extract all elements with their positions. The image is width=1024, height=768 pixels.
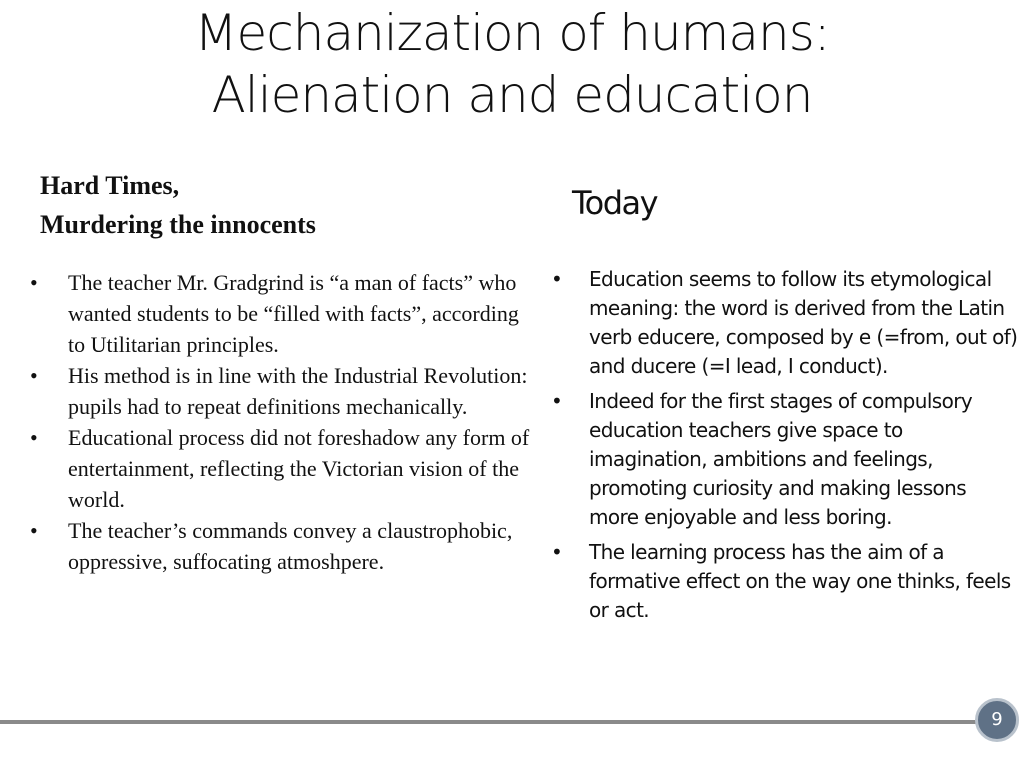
- list-item: [30, 360, 530, 422]
- list-item-text: Educational process did not foreshadow any form of entertainment, reflecting the Victorian vision of the world.: [68, 425, 530, 512]
- list-item: [551, 265, 1021, 381]
- footer-divider: [0, 720, 982, 724]
- list-item-text: His method is in line with the Industrial Revolution: pupils had to repeat definitions mechanically.: [68, 363, 528, 419]
- bullet-icon: •: [30, 270, 38, 295]
- left-bullet-list: [30, 267, 530, 577]
- bullet-icon: •: [30, 425, 38, 450]
- list-item-text: Education seems to follow its etymological meaning: the word is derived from the Latin verb educere, composed by e (=from, out of) and ducere (=I lead, I conduct).: [589, 267, 1018, 378]
- right-bullet-list: [551, 265, 1021, 631]
- slide-title-line-1: Mechanization of humans:: [194, 4, 830, 62]
- list-item: [30, 515, 530, 577]
- bullet-icon: •: [30, 518, 38, 543]
- slide-title-line-2: Alienation and education: [211, 66, 813, 124]
- left-heading-line-1: Hard Times,: [40, 171, 180, 200]
- list-item: [30, 267, 530, 360]
- list-item-text: The teacher’s commands convey a claustrophobic, oppressive, suffocating atmoshpere.: [68, 518, 513, 574]
- list-item-text: The teacher Mr. Gradgrind is “a man of facts” who wanted students to be “filled with facts”, according to Utilitarian principles.: [68, 270, 519, 357]
- left-column-heading: [40, 166, 316, 244]
- list-item-text: Indeed for the first stages of compulsory education teachers give space to imagination, ambitions and feelings, promoting curiosity and making lessons more enjoyable and less boring.: [589, 389, 973, 529]
- right-column-heading: Today: [572, 184, 658, 222]
- left-heading-line-2: Murdering the innocents: [40, 210, 316, 239]
- list-item: [551, 387, 1021, 532]
- bullet-icon: •: [551, 540, 563, 564]
- bullet-icon: •: [30, 363, 38, 388]
- bullet-icon: •: [551, 389, 563, 413]
- page-number-badge: 9: [975, 698, 1019, 742]
- list-item: [551, 538, 1021, 625]
- list-item: [30, 422, 530, 515]
- bullet-icon: •: [551, 267, 563, 291]
- list-item-text: The learning process has the aim of a formative effect on the way one thinks, feels or act.: [589, 540, 1011, 622]
- slide-title: [0, 2, 1024, 126]
